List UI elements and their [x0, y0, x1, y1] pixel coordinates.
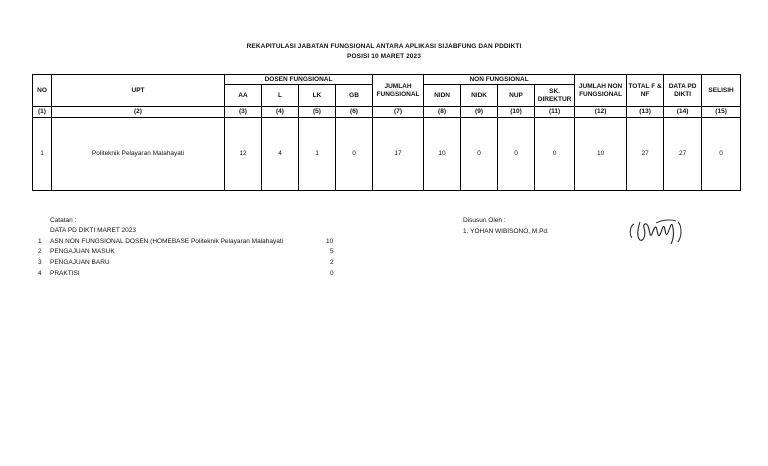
note-item-label: PENGAJUAN MASUK: [50, 248, 115, 255]
header-aa: AA: [225, 85, 262, 107]
header-lk: LK: [299, 85, 336, 107]
note-item-value: 5: [330, 248, 334, 255]
column-number-row: [33, 107, 741, 118]
cell-nidn: 10: [424, 118, 461, 191]
cell-no: 1: [33, 118, 52, 191]
notes-subheading: DATA PD DIKTI MARET 2023: [50, 227, 136, 234]
col-number: (14): [664, 107, 702, 118]
col-number: (3): [225, 107, 262, 118]
cell-sk-direktur: 0: [535, 118, 575, 191]
cell-gb: 0: [336, 118, 373, 191]
col-number: (6): [336, 107, 373, 118]
header-l: L: [262, 85, 299, 107]
col-number: (9): [461, 107, 498, 118]
header-data-pd-dikti: DATA PD DIKTI: [664, 75, 702, 107]
cell-jumlah-non-fungsional: 10: [575, 118, 627, 191]
note-item-label: PRAKTISI: [50, 270, 80, 277]
note-item-number: 1: [38, 238, 42, 245]
report-subtitle: POSISI 10 MARET 2023: [347, 53, 421, 60]
header-nidn: NIDN: [424, 85, 461, 107]
prepared-by-heading: Disusun Oleh :: [463, 217, 506, 224]
col-number: (7): [373, 107, 424, 118]
note-item-value: 2: [330, 259, 334, 266]
note-item-label: ASN NON FUNGSIONAL DOSEN (HOMEBASE Politeknik Pelayaran Malahayati: [50, 238, 284, 245]
header-upt: UPT: [52, 75, 225, 107]
note-item-label: PENGAJUAN BARU: [50, 259, 110, 266]
header-no: NO: [33, 75, 52, 107]
header-nup: NUP: [498, 85, 535, 107]
col-number: (12): [575, 107, 627, 118]
cell-jumlah-fungsional: 17: [373, 118, 424, 191]
note-item-number: 3: [38, 259, 42, 266]
col-number: (15): [702, 107, 741, 118]
col-number: (8): [424, 107, 461, 118]
cell-nup: 0: [498, 118, 535, 191]
header-nidk: NIDK: [461, 85, 498, 107]
prepared-by-name: 1. YOHAN WIBISONO, M.Pd.: [463, 227, 549, 235]
col-number: (1): [33, 107, 52, 118]
prepared-by-section: [463, 217, 549, 236]
col-number: (10): [498, 107, 535, 118]
notes-heading: Catatan :: [50, 217, 77, 224]
note-item-value: 0: [330, 270, 334, 277]
col-number: (4): [262, 107, 299, 118]
header-jumlah-fungsional: JUMLAH FUNGSIONAL: [373, 75, 424, 107]
header-gb: GB: [336, 85, 373, 107]
col-number: (13): [627, 107, 664, 118]
cell-aa: 12: [225, 118, 262, 191]
cell-total: 27: [627, 118, 664, 191]
header-dosen-fungsional: DOSEN FUNGSIONAL: [225, 75, 373, 85]
recap-table: [32, 74, 741, 191]
cell-data-pd-dikti: 27: [664, 118, 702, 191]
handwritten-signature: [626, 214, 688, 250]
cell-upt: Politeknik Pelayaran Malahayati: [52, 118, 225, 191]
cell-l: 4: [262, 118, 299, 191]
report-title: REKAPITULASI JABATAN FUNGSIONAL ANTARA APLIKASI SIJABFUNG DAN PDDIKTI: [246, 43, 522, 50]
note-item-number: 4: [38, 270, 42, 277]
table-row: [33, 118, 741, 191]
note-item-number: 2: [38, 248, 42, 255]
note-item-value: 10: [326, 238, 334, 245]
cell-selisih: 0: [702, 118, 741, 191]
header-selisih: SELISIH: [702, 75, 741, 107]
cell-lk: 1: [299, 118, 336, 191]
header-total: TOTAL F & NF: [627, 75, 664, 107]
header-sk-direktur: SK. DIREKTUR: [535, 85, 575, 107]
col-number: (11): [535, 107, 575, 118]
cell-nidk: 0: [461, 118, 498, 191]
col-number: (2): [52, 107, 225, 118]
header-jumlah-non-fungsional: JUMLAH NON FUNGSIONAL: [575, 75, 627, 107]
col-number: (5): [299, 107, 336, 118]
header-non-fungsional: NON FUNGSIONAL: [424, 75, 575, 85]
